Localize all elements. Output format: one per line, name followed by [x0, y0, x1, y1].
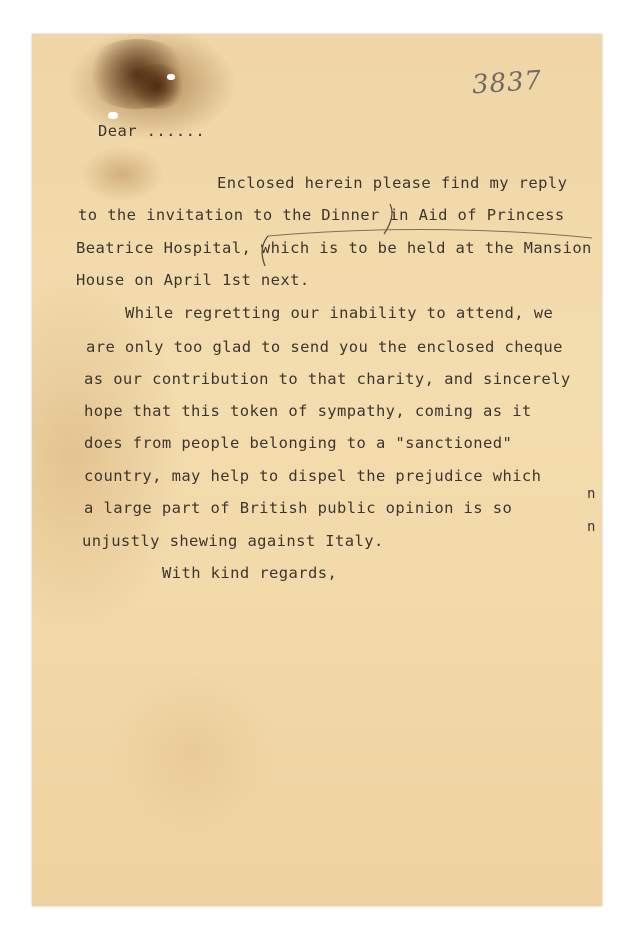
paragraph-2-line-4: hope that this token of sympathy, coming as it — [84, 402, 532, 420]
archive-number: 3837 — [471, 65, 544, 101]
paragraph-2-line-6: country, may help to dispel the prejudice which — [84, 467, 542, 485]
paragraph-2-line-3: as our contribution to that charity, and sincerely — [84, 370, 571, 388]
rust-stain — [127, 64, 187, 109]
paragraph-2-line-8: unjustly shewing against Italy. — [82, 532, 384, 550]
paragraph-1-line-4: House on April 1st next. — [76, 271, 310, 289]
paragraph-2-line-2: are only too glad to send you the enclosed cheque — [86, 338, 563, 356]
paragraph-2-line-7: a large part of British public opinion is so — [84, 499, 513, 517]
pencil-underline-mark — [268, 229, 592, 238]
paragraph-1-line-1: Enclosed herein please find my reply — [217, 174, 568, 192]
letter-page — [32, 34, 602, 906]
paragraph-1-line-3: Beatrice Hospital, which is to be held at the Mansion — [76, 239, 592, 257]
paper-hole — [167, 74, 175, 80]
paragraph-2-line-1: While regretting our inability to attend, we — [125, 304, 554, 322]
paragraph-1-line-2: to the invitation to the Dinner in Aid of Princess — [78, 206, 565, 224]
salutation: Dear ...... — [98, 122, 206, 140]
margin-fragment: n — [587, 519, 596, 535]
margin-fragment: n — [587, 486, 596, 502]
paper-hole — [108, 112, 118, 119]
closing: With kind regards, — [162, 564, 338, 582]
paragraph-2-line-5: does from people belonging to a "sanctioned" — [84, 434, 513, 452]
